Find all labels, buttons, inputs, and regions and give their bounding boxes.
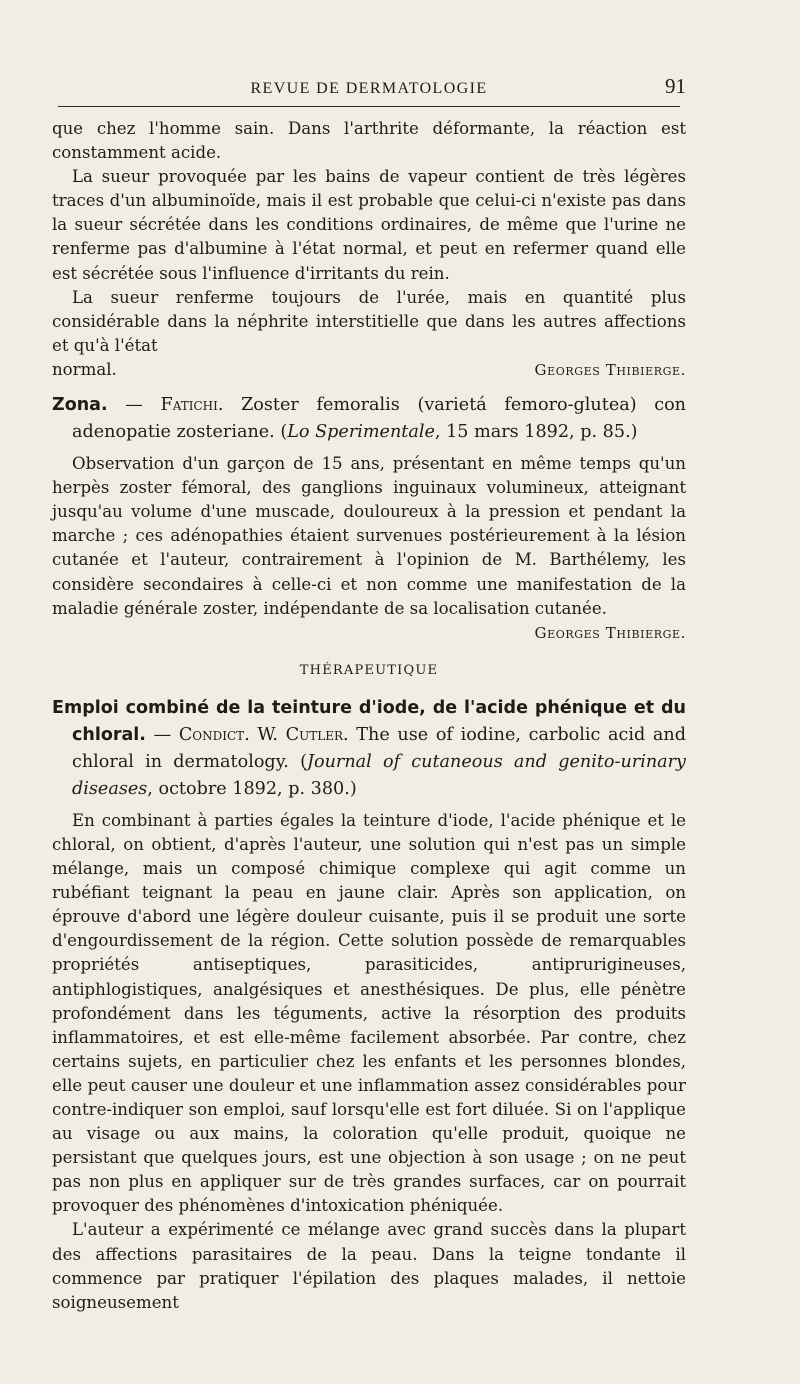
article-source-title: The use of iodine, carbolic acid and chloral in dermatology. ( [72,724,686,772]
paragraph: En combinant à parties égales la teinture d'iode, l'acide phénique et le chloral, on obtient, d'après l'auteur, une solution qui n'est pas un simple mélange, mais un composé chimique complexe qui agit comme un rubéfiant teignant la peau en jaune clair. Après son application, on éprouve d'abord une légère douleur cuisante, puis il se produit une sorte d'engourdissement de la région. Cette solution possède de remarquables propriétés antiseptiques, parasiticides, antiprurigineuses, antiphlogistiques, analgésiques et anesthésiques. De plus, elle pénètre profondément dans les téguments, active la résorption des produits inflammatoires, et est elle-même facilement absorbée. Par contre, chez certains sujets, en particulier chez les enfants et les personnes blondes, elle peut causer une douleur et une inflammation assez considérables pour contre-indiquer son emploi, sauf lorsqu'elle est fort diluée. Si on l'applique au visage ou aux mains, la coloration qu'elle produit, quoique ne persistant que quelques jours, est une objection à son usage ; on ne peut pas non plus en appliquer sur de très grandes surfaces, car on pourrait provoquer des phénomènes d'intoxication phéniquée. [52,810,686,1216]
header-rule [58,106,680,107]
paragraph: que chez l'homme sain. Dans l'arthrite déformante, la réaction est constamment acide. [52,119,686,163]
paragraph: Observation d'un garçon de 15 ans, présentant en même temps qu'un herpès zoster fémoral, des ganglions inguinaux volumineux, atteignant jusqu'au volume d'une muscade, douloureux à la pression et pendant la marche ; ces adénopathies étaient survenues postérieurement à la lésion cutanée et l'auteur, contrairement à l'opinion de M. Barthélemy, les considère secondaires à celle-ci et non comme une manifestation de la maladie générale zoster, indépendante de sa localisation cutanée. [52,454,686,618]
paragraph-end-with-signature [52,358,686,382]
journal-name: Journal of cutaneous and genito-urinary diseases [72,751,686,799]
paragraph: La sueur renferme toujours de l'urée, mais en quantité plus considérable dans la néphrite interstitielle que dans les autres affections et qu'à l'état [52,287,686,355]
signature: Georges Thibierge. [534,360,686,379]
paragraph: L'auteur a expérimenté ce mélange avec grand succès dans la plupart des affections parasitaires de la peau. Dans la teigne tondante il commence par pratiquer l'épilation des plaques malades, il nettoie soigneusement [52,1220,686,1312]
article-reference: , 15 mars 1892, p. 85.) [434,422,638,443]
paragraph-end: normal. [52,359,117,379]
journal-page [52,72,686,1315]
title-dash: — [107,395,161,416]
article-title [52,695,686,803]
section-title: THÉRAPEUTIQUE [299,662,439,678]
article-title [52,392,686,446]
signature: Georges Thibierge. [534,623,686,642]
page-number: 91 [665,74,686,98]
running-title: REVUE DE DERMATOLOGIE [250,80,488,97]
article-heading: Emploi combiné de la teinture d'iode, de l'acide phénique et du chloral. [52,697,686,745]
article-heading: Zona. [52,395,108,416]
title-dash: — [145,724,179,745]
article-reference: , octobre 1892, p. 380.) [147,778,357,799]
paragraph: La sueur provoquée par les bains de vapeur contient de très légères traces d'un albuminoïde, mais il est probable que celui-ci n'existe pas dans la sueur sécrétée dans les conditions ordinaires, de même que l'urine ne renferme pas d'albumine à l'état normal, et peut en refermer quand elle est sécrétée sous l'influence d'irritants du rein. [52,167,686,283]
article-author: Fatichi. [160,395,224,416]
article-author: Condict. W. Cutler. [178,724,349,745]
body-text [52,117,686,1315]
journal-name: Lo Sperimentale [287,422,435,443]
article-source-title: Zoster femoralis (varietá femoro-glutea) con adenopatie zosteriane. ( [72,395,686,443]
page-header [52,72,686,106]
